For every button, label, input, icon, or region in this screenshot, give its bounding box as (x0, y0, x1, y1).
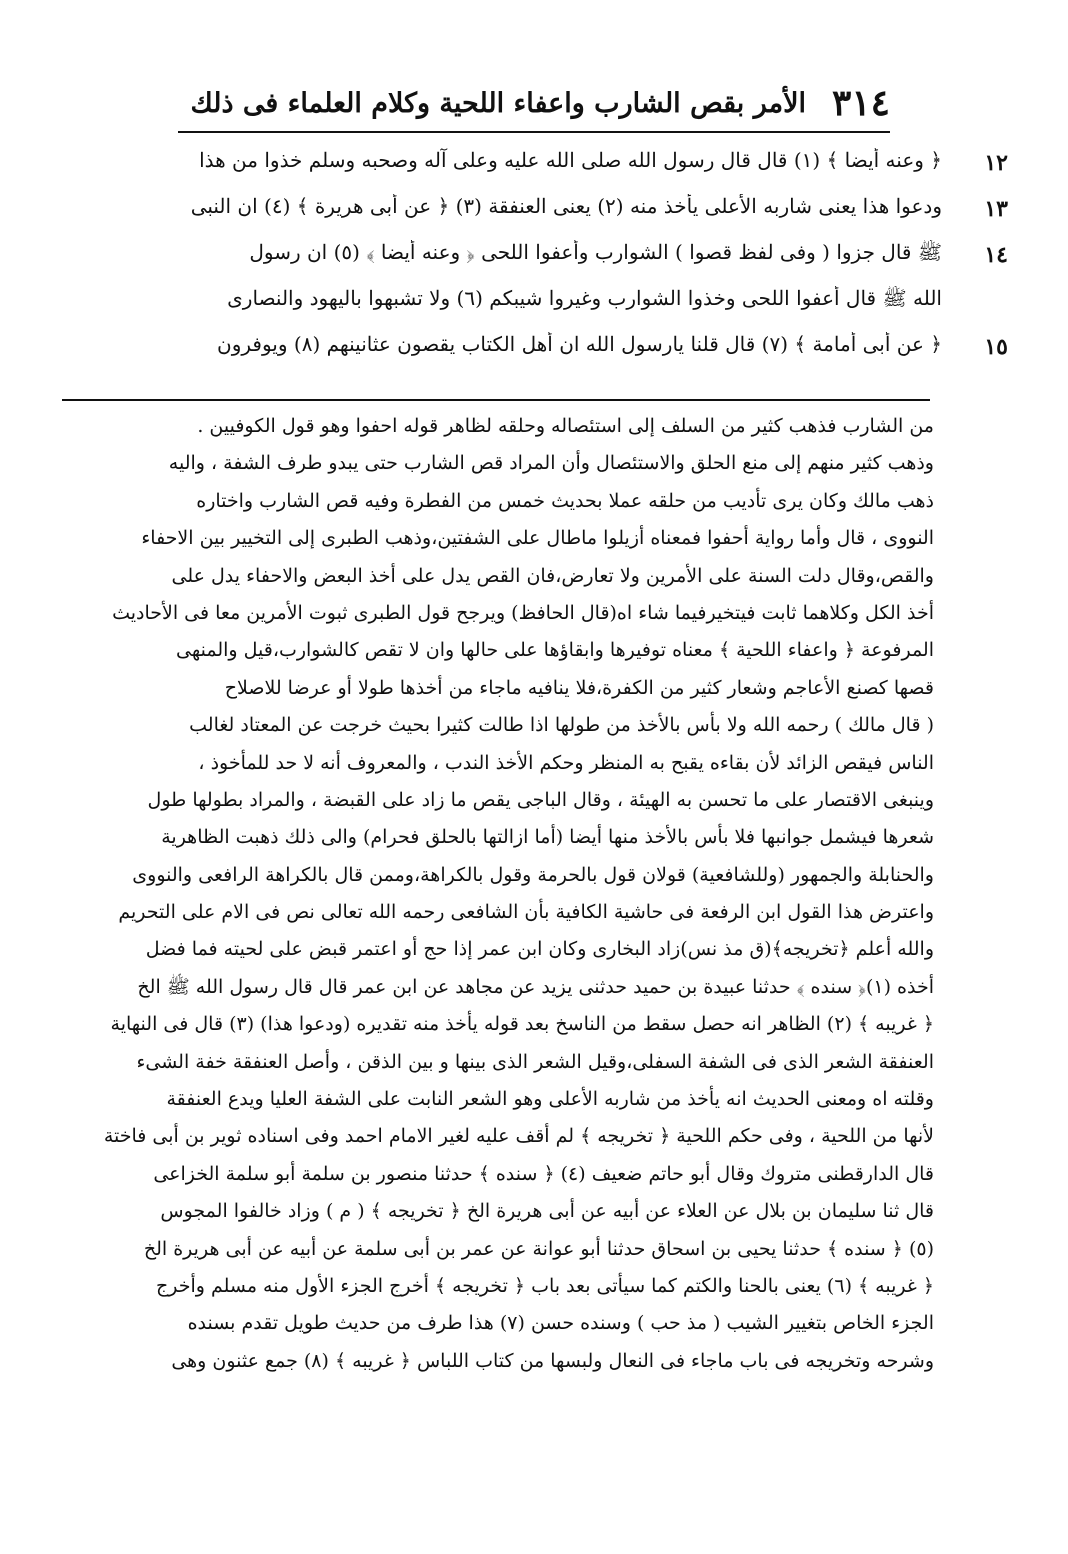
note-line: ﴿ غريبه ﴾ (٢) الظاهر انه حصل سقط من الناسخ بعد قوله يأخذ منه تقديره (ودعوا هذا) (٣) قال فى النهاية (110, 1013, 934, 1036)
note-line: شعرها فيشمل جوانبها فلا بأس بالأخذ منها أيضا (أما ازالتها بالحلق فحرام) والى ذلك ذهبت الظاهرية (161, 826, 934, 849)
page-header (190, 78, 890, 128)
main-line-text: ﴿ عن أبى أمامة ﴾ (٧) قال قلنا يارسول الله ان أهل الكتاب يقصون عثانينهم (٨) ويوفرون (217, 332, 942, 356)
note-line: العنفقة الشعر الذى فى الشفة السفلى،وقيل الشعر الذى بينها و بين الذقن ، وأصل العنفقة خفة الشىء (136, 1050, 934, 1073)
note-line: وشرحه وتخريجه فى باب ماجاء فى النعال ولبسها من كتاب اللباس ﴿ غريبه ﴾ (٨) جمع عثنون وهى (171, 1349, 934, 1372)
main-line (62, 142, 1028, 188)
main-line (62, 188, 1028, 234)
line-number: ١٢ (984, 150, 1008, 176)
note-line: ( قال مالك ) رحمه الله ولا بأس بالأخذ من طولها اذا طالت كثيرا بحيث خرجت عن المعتاد لغالب (189, 714, 934, 737)
commentary-notes (64, 408, 934, 1380)
page-number: ٣١٤ (831, 82, 890, 124)
note-line: ذهب مالك وكان يرى تأديب من حلقه عملا بحديث خمس من الفطرة وفيه قص الشارب واختاره (196, 489, 934, 512)
note-line: (٥) ﴿ سنده ﴾ حدثنا يحيى بن اسحاق حدثنا أبو عوانة عن عمر بن أبى سلمة عن أبيه عن أبى هريرة الخ (143, 1237, 934, 1260)
note-line: قال الدارقطنى متروك وقال أبو حاتم ضعيف (٤) ﴿ سنده ﴾ حدثنا منصور بن سلمة أبو سلمة الخزاعى (153, 1162, 934, 1185)
line-number: ١٥ (984, 334, 1008, 360)
main-line-text: ﷺ قال جزوا ( وفى لفظ قصوا ) الشوارب وأعفوا اللحى ﴿ وعنه أيضا ﴾ (٥) ان رسول (249, 240, 942, 264)
line-number: ١٤ (984, 242, 1008, 268)
note-line: والقص،وقال دلت السنة على الأمرين ولا تعارض،فان القص يدل على أخذ البعض والاحفاء يدل على (171, 564, 934, 587)
main-line (62, 234, 1028, 280)
note-line: قصها كصنع الأعاجم وشعار كثير من الكفرة،فلا ينافيه ماجاء من أخذها طولا أو عرضا للاصلاح (224, 676, 934, 699)
footnote-separator (62, 399, 930, 401)
note-line: وقلته اه ومعنى الحديث انه يأخذ من شاربه الأعلى وهو الشعر النابت على الشفة العليا ويدع العنفقة (166, 1088, 934, 1111)
note-line: أخذه (١)﴿ سنده ﴾ حدثنا عبيدة بن حميد حدثنى يزيد عن مجاهد عن ابن عمر قال قال رسول الله ﷺ الخ (137, 975, 934, 998)
main-line-text: الله ﷺ قال أعفوا اللحى وخذوا الشوارب وغيروا شيبكم (٦) ولا تشبهوا باليهود والنصارى (227, 286, 942, 310)
main-line-text: ﴿ وعنه أيضا ﴾ (١) قال قال رسول الله صلى الله عليه وعلى آله وصحبه وسلم خذوا من هذا (199, 148, 942, 172)
note-line: من الشارب فذهب كثير من السلف إلى استئصاله وحلقه لظاهر قوله احفوا وهو قول الكوفيين . (197, 415, 934, 437)
note-line: قال ثنا سليمان بن بلال عن العلاء عن أبيه عن أبى هريرة الخ ﴿ تخريجه ﴾ ( م ) وزاد خالفوا المجوس (160, 1200, 934, 1223)
running-title: الأمر بقص الشارب واعفاء اللحية وكلام العلماء فى ذلك (190, 87, 806, 119)
note-line: وذهب كثير منهم إلى منع الحلق والاستئصال وأن المراد قص الشارب حتى يبدو طرف الشفة ، واليه (168, 452, 934, 475)
note-line: والله أعلم ﴿تخريجه﴾(ق مذ نس)زاد البخارى وكان ابن عمر إذا حج أو اعتمر قبض على لحيته فما فضل (145, 938, 934, 961)
line-number: ١٣ (984, 196, 1008, 222)
note-line: الناس فيقص الزائد لأن بقاءه يقبح به المنظر وحكم الأخذ الندب ، والمعروف أنه لا حد للمأخوذ ، (198, 751, 934, 774)
note-line: ﴿ غريبه ﴾ (٦) يعنى بالحنا والكتم كما سيأتى بعد باب ﴿ تخريجه ﴾ أخرج الجزء الأول منه مسلم وأخرج (155, 1274, 934, 1297)
note-line: الجزء الخاص بتغيير الشيب ( مذ حب ) وسنده حسن (٧) هذا طرف من حديث طويل تقدم بسنده (187, 1312, 934, 1335)
note-line: أخذ الكل وكلاهما ثابت فيتخيرفيما شاء اه(قال الحافظ) ويرجح قول الطبرى ثبوت الأمرين معا فى الأحاديث (112, 601, 934, 624)
note-line: واعترض هذا القول ابن الرفعة فى حاشية الكافية بأن الشافعى رحمه الله تعالى نص فى الام على التحريم (118, 901, 934, 924)
note-line: والحنابلة والجمهور (وللشافعية) قولان قول بالحرمة وقول بالكراهة،وممن قال بالكراهة الرافعى والنووى (132, 863, 934, 886)
note-line: النووى ، قال وأما رواية أحفوا فمعناه أزيلوا ماطال على الشفتين،وذهب الطبرى إلى التخيير بين الاحفاء (141, 527, 934, 550)
main-text (62, 142, 1028, 372)
header-rule (178, 131, 890, 133)
main-line (62, 326, 1028, 372)
note-line: لأنها من اللحية ، وفى حكم اللحية ﴿ تخريجه ﴾ لم أقف عليه لغير الامام احمد وفى اسناده ثوير بن أبى فاختة (103, 1125, 934, 1148)
main-line (62, 280, 1028, 326)
note-line: وينبغى الاقتصار على ما تحسن به الهيئة ، وقال الباجى يقص ما زاد على القبضة ، والمراد بطولها طول (147, 788, 934, 811)
note-line: المرفوعة ﴿ واعفاء اللحية ﴾ معناه توفيرها وابقاؤها على حالها وان لا تقص كالشوارب،قيل والمنهى (176, 639, 934, 662)
main-line-text: ودعوا هذا يعنى شاربه الأعلى يأخذ منه (٢) يعنى العنفقة (٣) ﴿ عن أبى هريرة ﴾ (٤) ان النبى (190, 194, 942, 218)
